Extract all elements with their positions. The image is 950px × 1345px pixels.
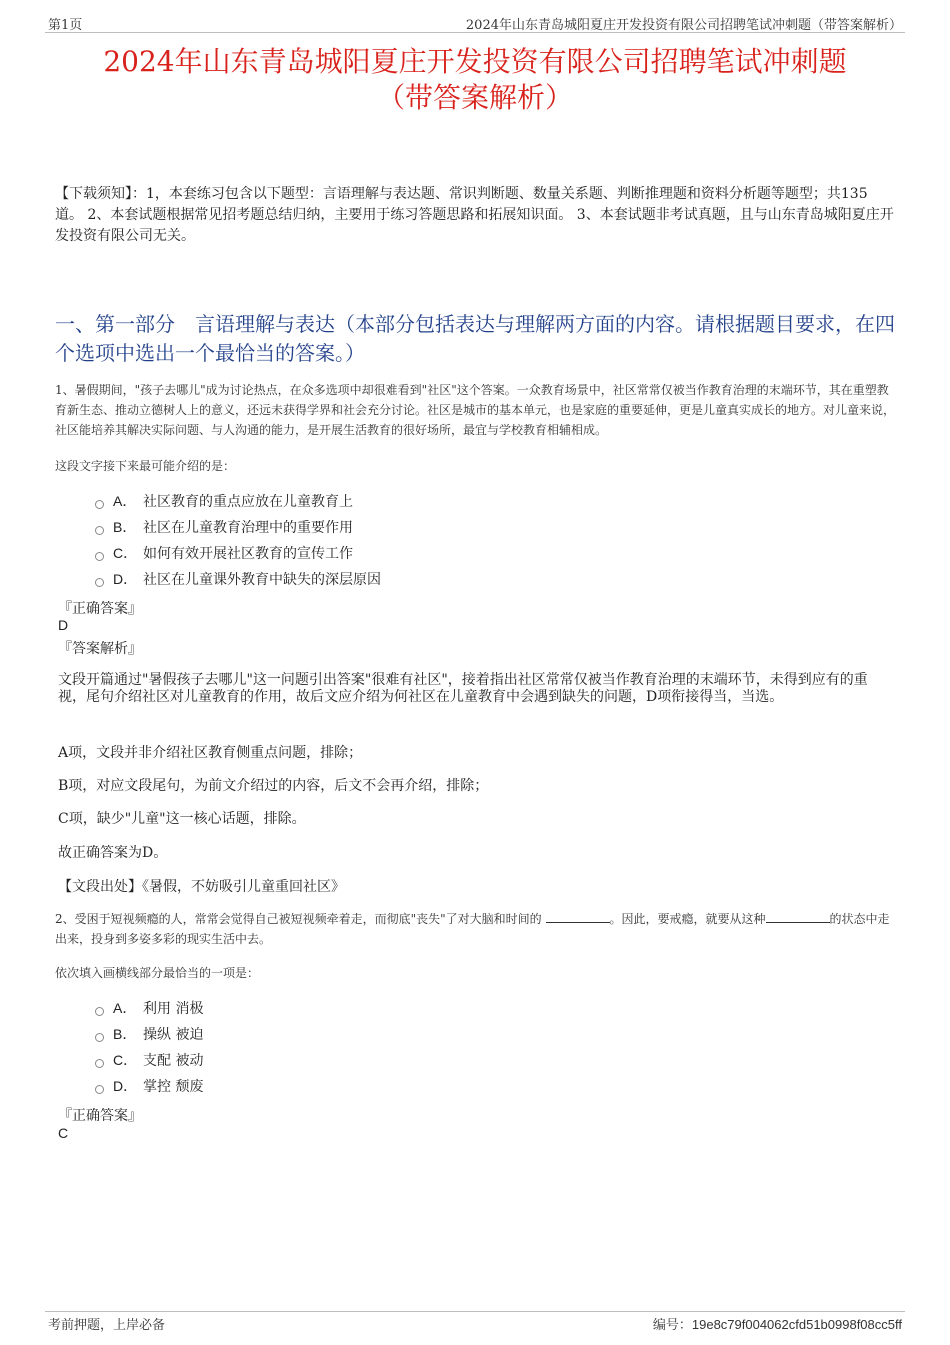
option-c[interactable]: C． 支配 被动 bbox=[95, 1047, 203, 1073]
option-a[interactable]: A． 社区教育的重点应放在儿童教育上 bbox=[95, 488, 381, 514]
radio-icon[interactable] bbox=[95, 1085, 104, 1094]
radio-icon[interactable] bbox=[95, 552, 104, 561]
running-header: 2024年山东青岛城阳夏庄开发投资有限公司招聘笔试冲刺题（带答案解析） bbox=[465, 18, 902, 33]
answer-value: C bbox=[58, 1125, 69, 1141]
radio-icon[interactable] bbox=[95, 1033, 104, 1042]
answer-value: D bbox=[58, 617, 69, 633]
radio-icon[interactable] bbox=[95, 578, 104, 587]
source-citation: 【文段出处】《暑假，不妨吸引儿童重回社区》 bbox=[58, 879, 345, 895]
title-line-1: 2024年山东青岛城阳夏庄开发投资有限公司招聘笔试冲刺题 bbox=[103, 45, 847, 78]
blank-1 bbox=[546, 910, 610, 923]
header-divider bbox=[45, 32, 905, 33]
question-1-text: 1、暑假期间，"孩子去哪儿"成为讨论热点，在众多选项中却很难看到"社区"这个答案。一众教育场景中，社区常常仅被当作教育治理的末端环节，其在重塑教育新生态、推动立德树人上的意义，还远未获得学界和社会充分讨论。社区是城市的基本单元，也是家庭的重要延伸，更是儿童真实成长的地方。对儿童来说，社区能培养其解决实际问题、与人沟通的能力，是开展生活教育的很好场所，最宜与学校教育相辅相成。 bbox=[55, 383, 896, 437]
option-c[interactable]: C． 如何有效开展社区教育的宣传工作 bbox=[95, 540, 381, 566]
radio-icon[interactable] bbox=[95, 1007, 104, 1016]
answer-label: 『正确答案』 bbox=[58, 601, 142, 617]
option-b[interactable]: B． 操纵 被迫 bbox=[95, 1021, 203, 1047]
download-notice: 【下载须知】：1，本套练习包含以下题型：言语理解与表达题、常识判断题、数量关系题、判断推理题和资料分析题等题型；共135道。 2、本套试题根据常见招考题总结归纳，主要用于练习答题思路和拓展知识面。 3、本套试题非考试真题，且与山东青岛城阳夏庄开发投资有限公司无关。 bbox=[55, 186, 894, 244]
radio-icon[interactable] bbox=[95, 526, 104, 535]
question-2-options bbox=[95, 995, 203, 1099]
analysis-label: 『答案解析』 bbox=[58, 641, 142, 657]
radio-icon[interactable] bbox=[95, 500, 104, 509]
analysis-text: 文段开篇通过"暑假孩子去哪儿"这一问题引出答案"很难有社区"，接着指出社区常常仅被当作教育治理的末端环节，未得到应有的重视，尾句介绍社区对儿童教育的作用，故后文应介绍为何社区在儿童教育中会遇到缺失的问题，D项衔接得当，当选。 bbox=[58, 672, 868, 705]
analysis-conclusion: 故正确答案为D。 bbox=[58, 845, 168, 861]
document-code: 编号：19e8c79f004062cfd51b0998f08cc5ff bbox=[652, 1317, 902, 1333]
title-line-2: （带答案解析） bbox=[376, 81, 573, 114]
question-2-prompt: 依次填入画横线部分最恰当的一项是： bbox=[55, 966, 260, 980]
analysis-line-b: B项，对应文段尾句，为前文介绍过的内容，后文不会再介绍，排除； bbox=[58, 778, 489, 794]
radio-icon[interactable] bbox=[95, 1059, 104, 1068]
page-number: 第1页 bbox=[48, 18, 83, 33]
question-1-options bbox=[95, 488, 381, 592]
page-title bbox=[40, 44, 910, 116]
footer-slogan: 考前押题，上岸必备 bbox=[48, 1318, 166, 1333]
option-d[interactable]: D． 社区在儿童课外教育中缺失的深层原因 bbox=[95, 566, 381, 592]
analysis-line-a: A项，文段并非介绍社区教育侧重点问题，排除； bbox=[58, 745, 363, 761]
option-a[interactable]: A． 利用 消极 bbox=[95, 995, 203, 1021]
option-d[interactable]: D． 掌控 颓废 bbox=[95, 1073, 203, 1099]
question-2-text: 2、受困于短视频瘾的人，常常会觉得自己被短视频牵着走，而彻底"丧失"了对大脑和时间的 。因此，要戒瘾，就要从这种 的状态中走出来，投身到多姿多彩的现实生活中去。 bbox=[55, 912, 890, 946]
analysis-line-c: C项，缺少"儿童"这一核心话题，排除。 bbox=[58, 811, 306, 827]
question-1-prompt: 这段文字接下来最可能介绍的是： bbox=[55, 459, 236, 473]
section-heading: 一、第一部分 言语理解与表达（本部分包括表达与理解两方面的内容。请根据题目要求，在四个选项中选出一个最恰当的答案。） bbox=[55, 312, 895, 365]
blank-2 bbox=[766, 910, 830, 923]
footer-divider bbox=[45, 1311, 905, 1312]
answer-label: 『正确答案』 bbox=[58, 1108, 142, 1124]
option-b[interactable]: B． 社区在儿童教育治理中的重要作用 bbox=[95, 514, 381, 540]
